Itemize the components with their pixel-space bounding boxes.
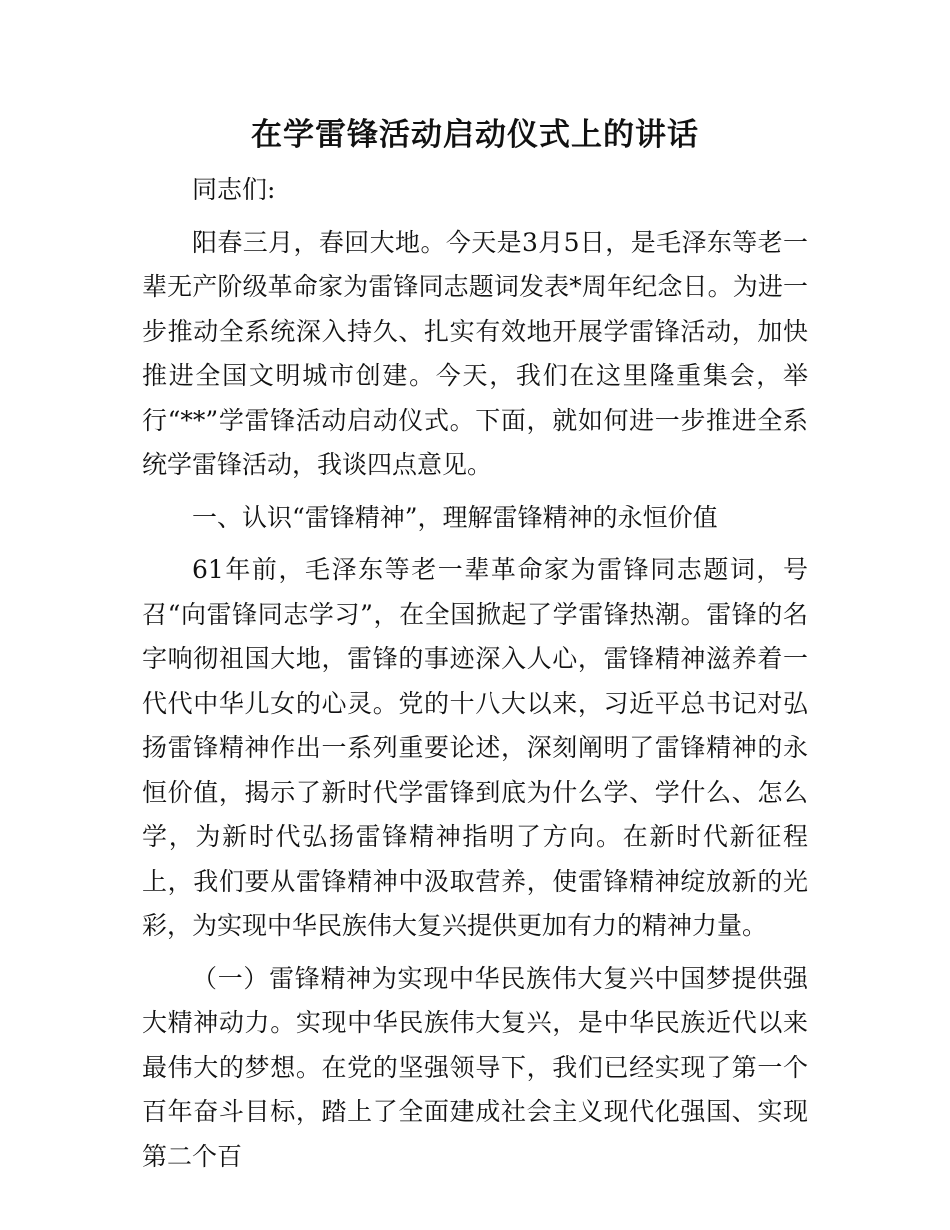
section-heading-1: 一、认识“雷锋精神”，理解雷锋精神的永恒价值 — [192, 502, 718, 532]
document-body — [142, 168, 808, 1179]
document-title: 在学雷锋活动启动仪式上的讲话 — [251, 117, 699, 153]
paragraph-section-1: 61年前，毛泽东等老一辈革命家为雷锋同志题词，号召“向雷锋同志学习”，在全国掀起了学雷锋热潮。雷锋的名字响彻祖国大地，雷锋的事迹深入人心，雷锋精神滋养着一代代中华儿女的心灵。党的十八大以来，习近平总书记对弘扬雷锋精神作出一系列重要论述，深刻阐明了雷锋精神的永恒价值，揭示了新时代学雷锋到底为什么学、学什么、怎么学，为新时代弘扬雷锋精神指明了方向。在新时代新征程上，我们要从雷锋精神中汲取营养，使雷锋精神绽放新的光彩，为实现中华民族伟大复兴提供更加有力的精神力量。 — [142, 555, 808, 940]
salutation: 同志们: — [192, 175, 276, 204]
paragraph-subsection-1: （一）雷锋精神为实现中华民族伟大复兴中国梦提供强大精神动力。实现中华民族伟大复兴，是中华民族近代以来最伟大的梦想。在党的坚强领导下，我们已经实现了第一个百年奋斗目标，踏上了全面建成社会主义现代化强国、实现第二个百 — [142, 963, 808, 1171]
paragraph-intro: 阳春三月，春回大地。今天是3月5日，是毛泽东等老一辈无产阶级革命家为雷锋同志题词发表*周年纪念日。为进一步推动全系统深入持久、扎实有效地开展学雷锋活动，加快推进全国文明城市创建。今天，我们在这里隆重集会，举行“**”学雷锋活动启动仪式。下面，就如何进一步推进全系统学雷锋活动，我谈四点意见。 — [142, 227, 808, 479]
